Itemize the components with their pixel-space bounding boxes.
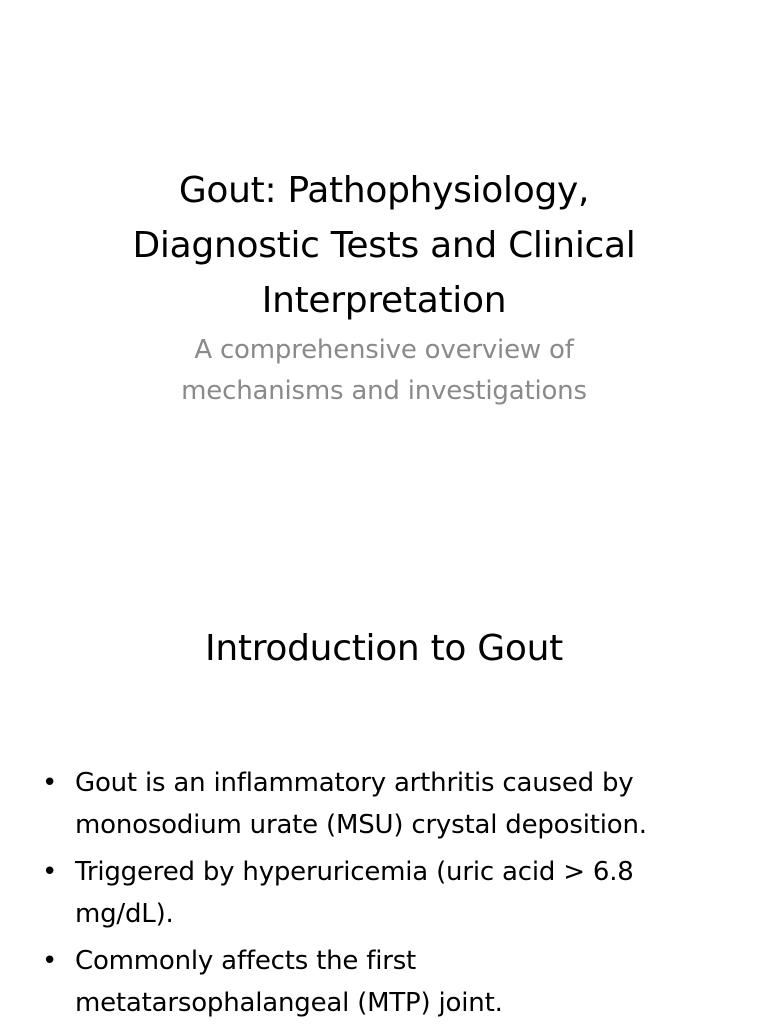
bullet-dot-icon: • [42,946,58,976]
bullet-text-line: mg/dL). [75,899,174,929]
deck-title [60,163,708,328]
deck-subtitle-line: mechanisms and investigations [181,376,587,406]
bullet-text-line: Gout is an inflammatory arthritis caused by [75,768,634,798]
bullet-text-line: Triggered by hyperuricemia (uric acid > 6.8 [75,857,634,887]
bullet-text-line: metatarsophalangeal (MTP) joint. [75,988,503,1018]
bullet-item [38,762,718,846]
bullet-text-line: Commonly affects the first [75,946,417,976]
deck-title-line: Gout: Pathophysiology, [178,170,590,211]
bullet-list [38,762,718,1029]
deck-title-line: Interpretation [261,280,507,321]
deck-subtitle-line: A comprehensive overview of [194,335,574,365]
bullet-text-line: monosodium urate (MSU) crystal deposition. [75,810,647,840]
bullet-item [38,851,718,935]
intro-slide [0,512,768,1024]
title-block [60,163,708,412]
deck-subtitle [60,330,708,412]
slide-heading: Introduction to Gout [205,628,563,669]
title-slide [0,0,768,512]
bullet-dot-icon: • [42,857,58,887]
bullet-item [38,940,718,1024]
deck-title-line: Diagnostic Tests and Clinical [132,225,636,266]
bullet-dot-icon: • [42,768,58,798]
